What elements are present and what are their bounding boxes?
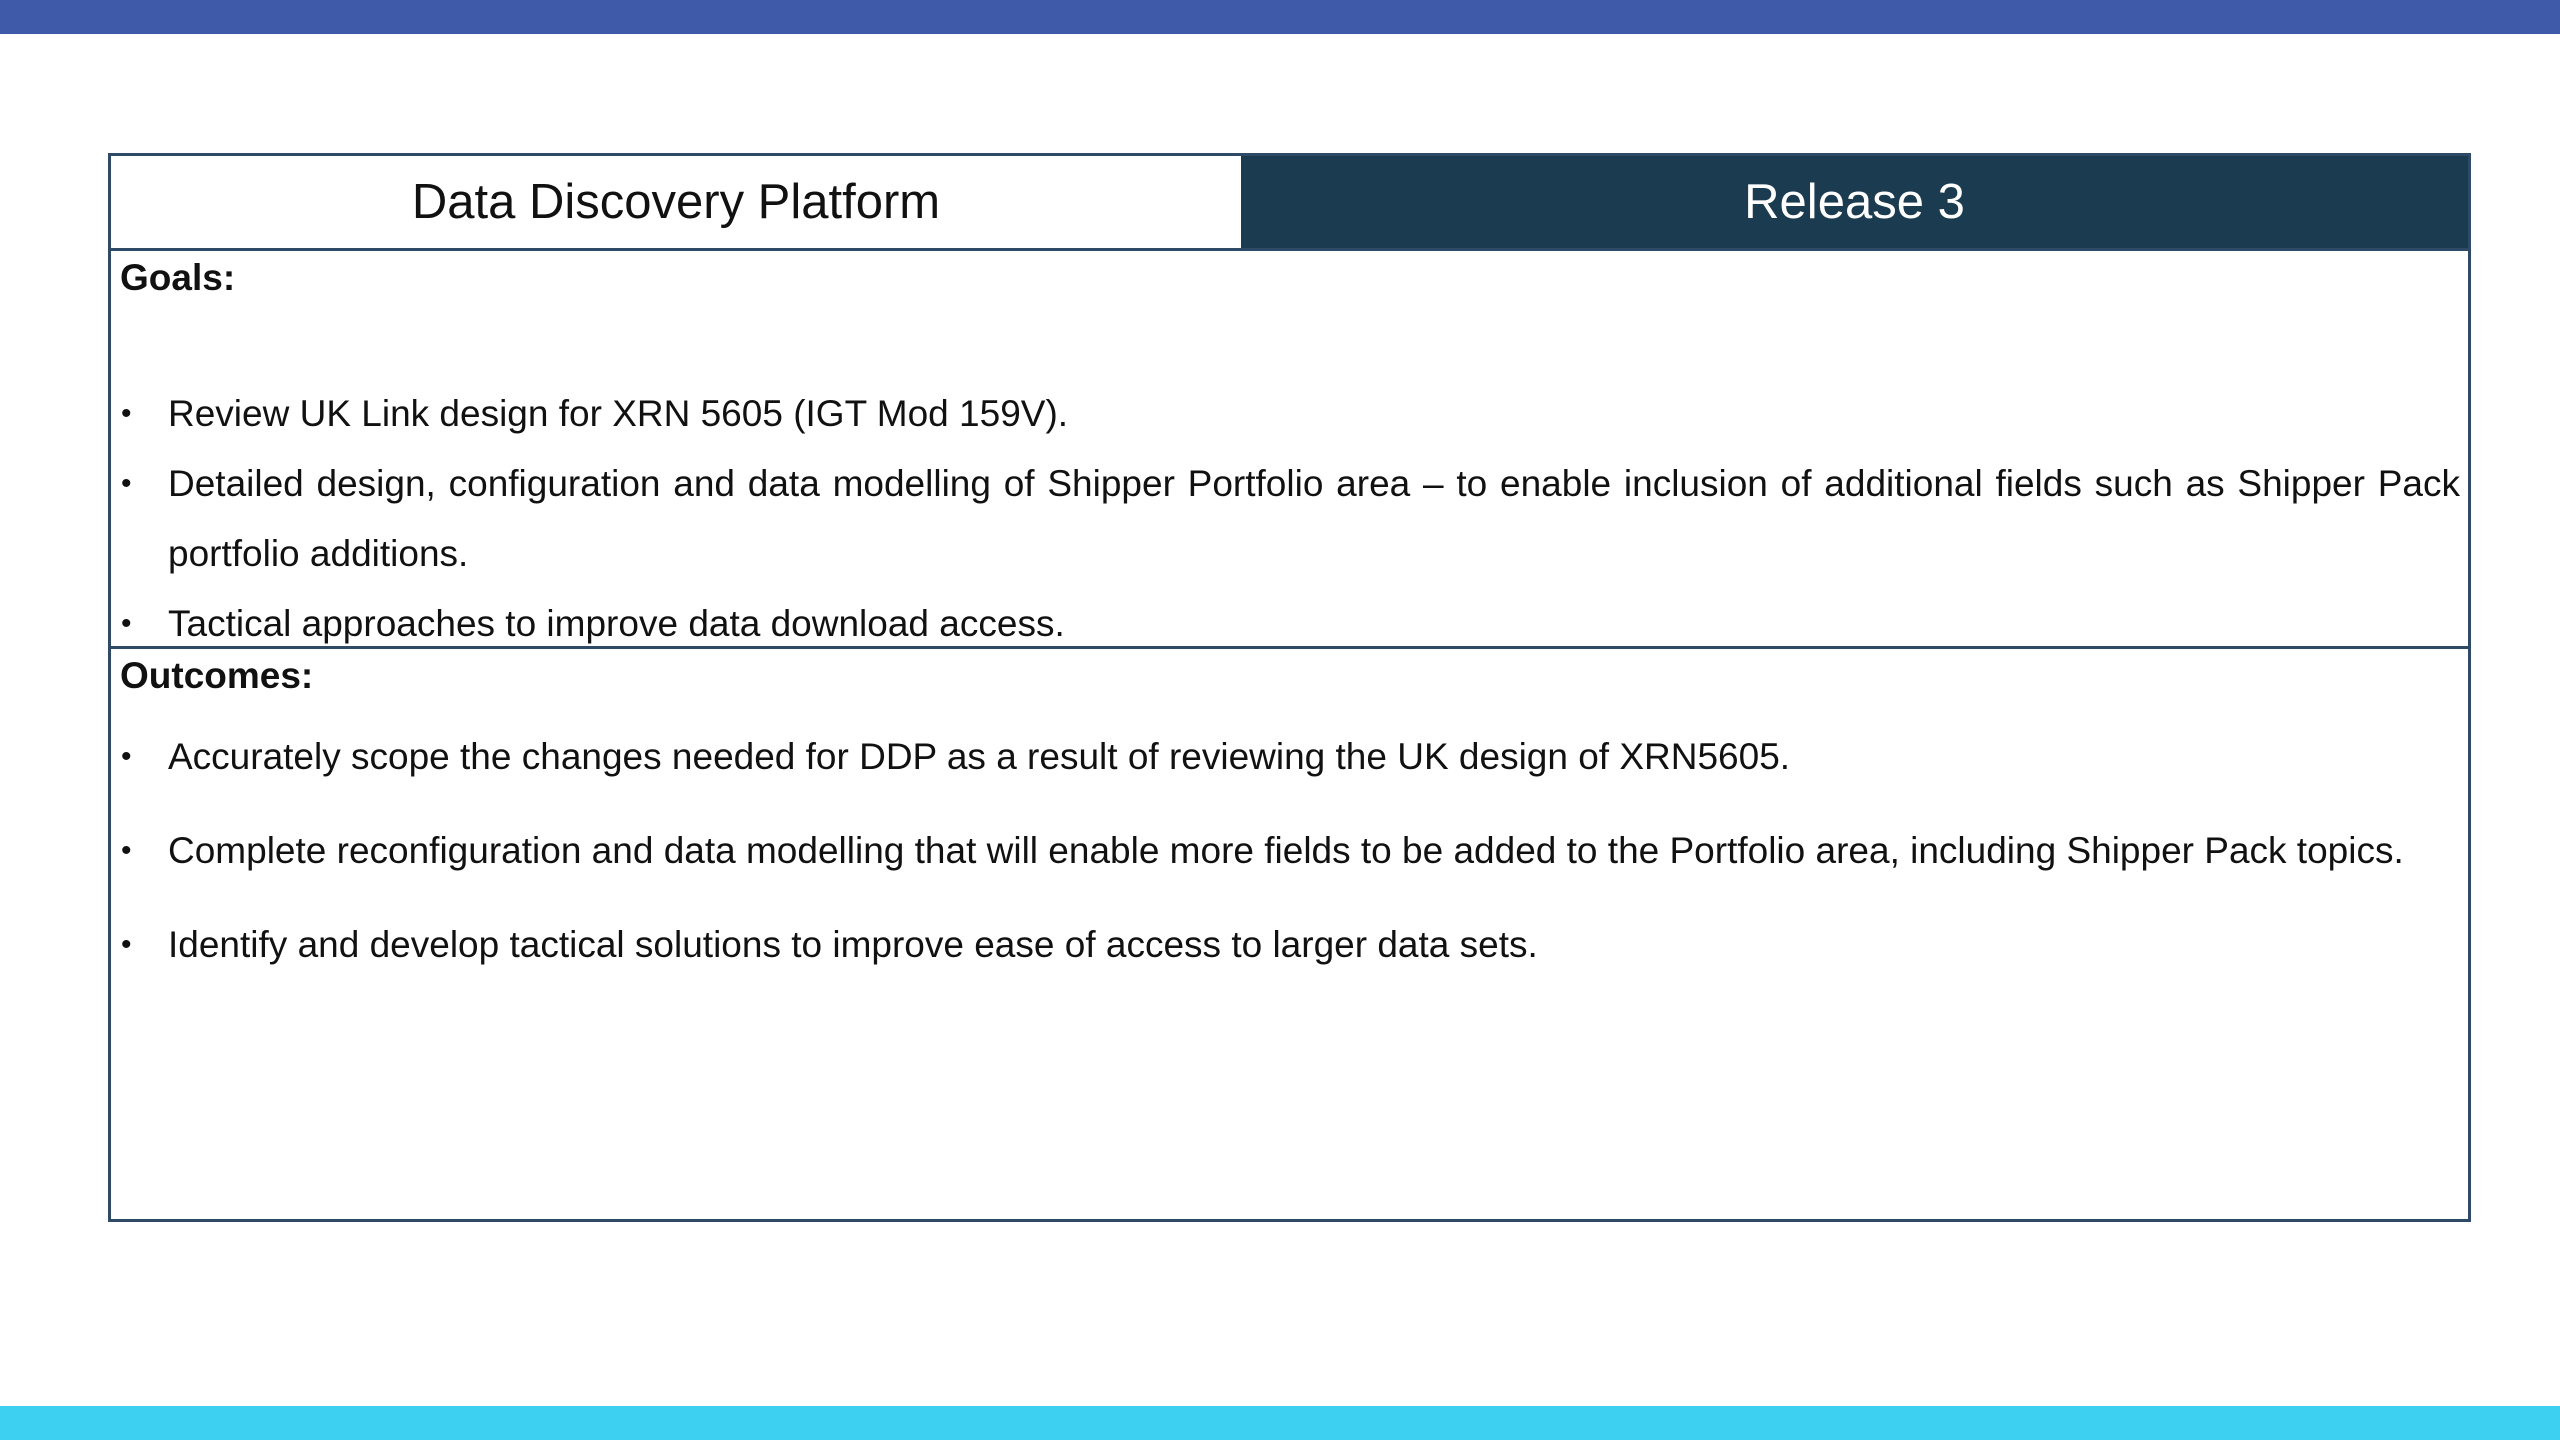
bullet-icon: •	[121, 834, 132, 867]
list-item	[111, 827, 2468, 874]
bottom-accent-bar	[0, 1406, 2560, 1440]
goal-text: Tactical approaches to improve data download access.	[168, 603, 1065, 644]
bullet-icon: •	[121, 740, 132, 773]
top-accent-bar	[0, 0, 2560, 34]
list-item	[111, 379, 2468, 449]
list-item	[111, 449, 2468, 589]
release-label: Release 3	[1241, 156, 2468, 248]
goals-heading: Goals:	[120, 257, 236, 298]
bullet-icon: •	[121, 397, 132, 430]
list-item	[111, 733, 2468, 780]
goals-section	[111, 251, 2468, 649]
outcome-text: Accurately scope the changes needed for DDP as a result of reviewing the UK design of XRN5605.	[168, 736, 1791, 777]
outcome-text: Complete reconfiguration and data modelling that will enable more fields to be added to the Portfolio area, including Shipper Pack topics.	[168, 830, 2404, 871]
table-header-row	[111, 156, 2468, 251]
outcomes-heading: Outcomes:	[120, 655, 314, 696]
goals-list	[111, 379, 2468, 659]
bullet-icon: •	[121, 467, 132, 500]
outcome-text: Identify and develop tactical solutions to improve ease of access to larger data sets.	[168, 924, 1538, 965]
goal-text: Review UK Link design for XRN 5605 (IGT Mod 159V).	[168, 393, 1069, 434]
bullet-icon: •	[121, 607, 132, 640]
release-summary-table	[108, 153, 2471, 1222]
outcomes-list	[111, 733, 2468, 1015]
bullet-icon: •	[121, 928, 132, 961]
goal-text: Detailed design, configuration and data modelling of Shipper Portfolio area – to enable inclusion of additional fields such as Shipper Pack portfolio additions.	[168, 463, 2460, 574]
platform-title: Data Discovery Platform	[111, 156, 1241, 248]
outcomes-section	[111, 649, 2468, 1219]
list-item	[111, 921, 2468, 968]
